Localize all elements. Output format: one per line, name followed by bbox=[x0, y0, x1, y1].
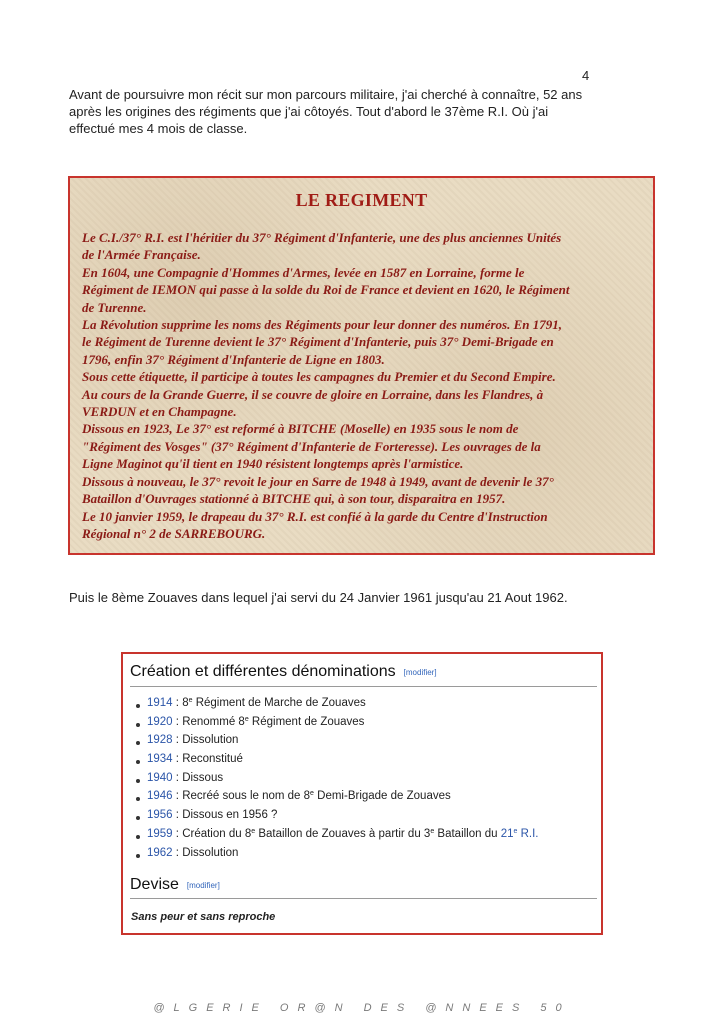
year-link[interactable]: 1956 bbox=[147, 809, 173, 822]
regiment-line: La Révolution supprime les noms des Régiments pour leur donner des numéros. En 1791, bbox=[82, 317, 562, 333]
regiment-line: Régiment de IEMON qui passe à la solde du Roi de France et devient en 1620, le Régiment bbox=[82, 282, 570, 298]
year-link[interactable]: 1962 bbox=[147, 846, 173, 859]
list-item: 1940 : Dissous bbox=[135, 772, 539, 791]
intro-line: effectué mes 4 mois de classe. bbox=[69, 121, 248, 136]
page-footer: @LGERIE OR@N DES @NNEES 50 bbox=[153, 1002, 571, 1014]
list-item: 1959 : Création du 8e Bataillon de Zouaves à partir du 3e Bataillon du 21e R.I. bbox=[135, 828, 539, 847]
regiment-line: Dissous en 1923, Le 37° est reformé à BITCHE (Moselle) en 1935 sous le nom de bbox=[82, 421, 519, 437]
list-item: 1920 : Renommé 8e Régiment de Zouaves bbox=[135, 716, 539, 735]
regiment-panel-title: LE REGIMENT bbox=[295, 190, 428, 210]
list-item: 1914 : 8e Régiment de Marche de Zouaves bbox=[135, 697, 539, 716]
year-link[interactable]: 1946 bbox=[147, 790, 173, 803]
zouaves-intro-text: Puis le 8ème Zouaves dans lequel j'ai servi du 24 Janvier 1961 jusqu'au 21 Aout 1962. bbox=[69, 590, 568, 605]
regiment-line: Régional n° 2 de SARREBOURG. bbox=[82, 525, 266, 541]
regiment-line: de l'Armée Française. bbox=[82, 247, 201, 263]
regiment-history-panel bbox=[68, 176, 655, 555]
regiment-history-text bbox=[82, 229, 647, 542]
devise-heading bbox=[130, 876, 220, 894]
intro-line: après les origines des régiments que j'ai côtoyés. Tout d'abord le 37ème R.I. Où j'ai bbox=[69, 104, 549, 119]
section-heading-text: Création et différentes dénominations bbox=[130, 663, 396, 680]
regiment-line: VERDUN et en Champagne. bbox=[82, 404, 237, 420]
list-item: 1946 : Recréé sous le nom de 8e Demi-Brigade de Zouaves bbox=[135, 790, 539, 809]
devise-heading-text: Devise bbox=[130, 876, 179, 893]
intro-line: Avant de poursuivre mon récit sur mon parcours militaire, j'ai cherché à connaître, 52 ans bbox=[69, 87, 583, 102]
regiment-line: Ligne Maginot qu'il tient en 1940 résistent longtemps après l'armistice. bbox=[82, 456, 464, 472]
regiment-line: Dissous à nouveau, le 37° revoit le jour en Sarre de 1948 à 1949, avant de devenir le 37° bbox=[82, 473, 554, 489]
devise-motto: Sans peur et sans reproche bbox=[131, 911, 276, 923]
section-heading bbox=[130, 663, 437, 681]
regiment-line: Le C.I./37° R.I. est l'héritier du 37° Régiment d'Infanterie, une des plus anciennes Unités bbox=[82, 230, 562, 245]
list-item: 1962 : Dissolution bbox=[135, 847, 539, 866]
regiment-line: Au cours de la Grande Guerre, il se couvre de gloire en Lorraine, dans les Flandres, à bbox=[82, 386, 544, 402]
year-link[interactable]: 1959 bbox=[147, 827, 173, 840]
year-link[interactable]: 1920 bbox=[147, 715, 173, 728]
devise-divider bbox=[130, 898, 597, 899]
regiment-line: Le 10 janvier 1959, le drapeau du 37° R.I. est confié à la garde du Centre d'Instruction bbox=[82, 508, 548, 524]
denominations-list bbox=[135, 697, 539, 865]
wikipedia-excerpt bbox=[121, 652, 603, 935]
regiment-line: 1796, enfin 37° Régiment d'Infanterie de Ligne en 1803. bbox=[82, 351, 385, 367]
regiment-line: Bataillon d'Ouvrages stationné à BITCHE qui, à son tour, disparaitra en 1957. bbox=[82, 491, 506, 507]
edit-section-link[interactable]: [modifier] bbox=[403, 668, 437, 677]
regiment-line: le Régiment de Turenne devient le 37° Régiment d'Infanterie, puis 37° Demi-Brigade en bbox=[82, 334, 554, 350]
year-link[interactable]: 1928 bbox=[147, 734, 173, 747]
regiment-line: En 1604, une Compagnie d'Hommes d'Armes, levée en 1587 en Lorraine, forme le bbox=[82, 264, 525, 280]
regiment-line: Sous cette étiquette, il participe à toutes les campagnes du Premier et du Second Empire. bbox=[82, 369, 556, 385]
regiment-line: de Turenne. bbox=[82, 299, 147, 315]
regiment-line: "Régiment des Vosges" (37° Régiment d'Infanterie de Forteresse). Les ouvrages de la bbox=[82, 438, 541, 454]
year-link[interactable]: 1940 bbox=[147, 771, 173, 784]
heading-divider bbox=[130, 686, 597, 687]
intro-paragraph bbox=[69, 86, 655, 137]
list-item: 1934 : Reconstitué bbox=[135, 753, 539, 772]
page-number: 4 bbox=[582, 68, 590, 83]
edit-devise-link[interactable]: [modifier] bbox=[186, 881, 220, 890]
year-link[interactable]: 1934 bbox=[147, 753, 173, 766]
list-item: 1928 : Dissolution bbox=[135, 734, 539, 753]
list-item: 1956 : Dissous en 1956 ? bbox=[135, 809, 539, 828]
regiment-link[interactable]: 21e R.I. bbox=[500, 827, 539, 840]
year-link[interactable]: 1914 bbox=[147, 697, 173, 709]
